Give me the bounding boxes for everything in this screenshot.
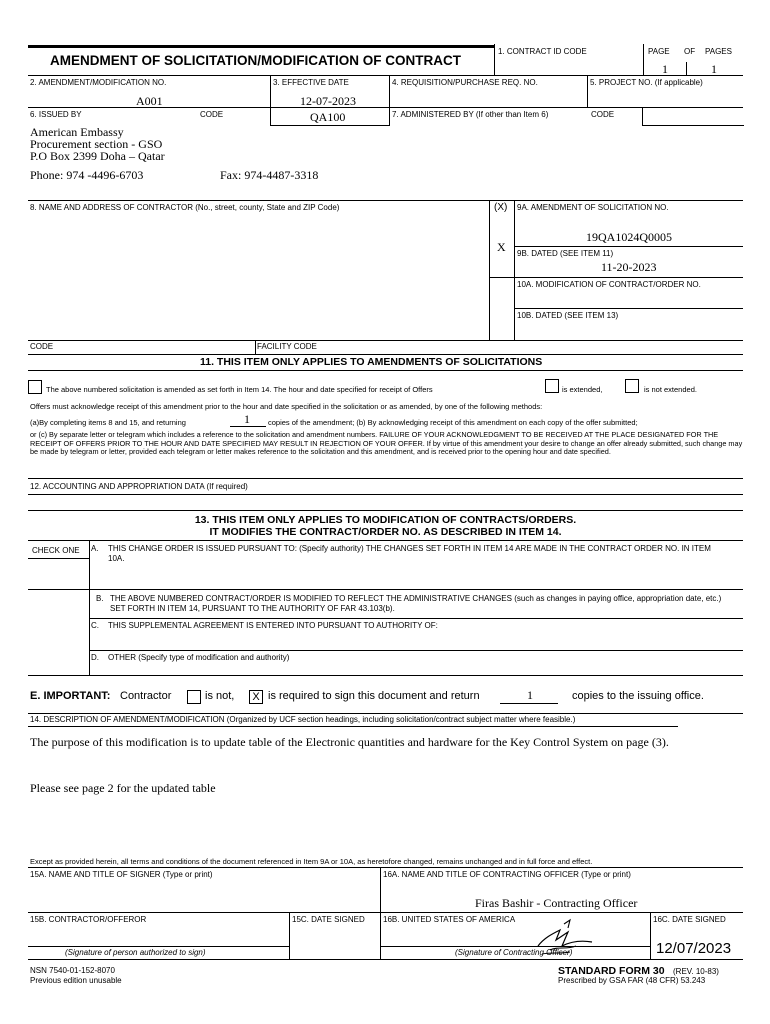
page-label: PAGE [648, 47, 670, 56]
issuer-line-2: Procurement section - GSO [30, 137, 163, 151]
top-rule [28, 45, 494, 48]
option-b-letter: B. [96, 594, 104, 603]
option-c-text[interactable]: THIS SUPPLEMENTAL AGREEMENT IS ENTERED INTO PURSUANT TO AUTHORITY OF: [108, 621, 438, 630]
item14-label: 14. DESCRIPTION OF AMENDMENT/MODIFICATION (Organized by UCF section headings, including solicitation/contract subject matter where feasible.) [30, 715, 576, 724]
option-d-text[interactable]: OTHER (Specify type of modification and authority) [108, 653, 290, 662]
pages-label: PAGES [705, 47, 732, 56]
item11-heading: 11. THIS ITEM ONLY APPLIES TO AMENDMENTS OF SOLICITATIONS [200, 356, 543, 368]
not-extended-checkbox[interactable] [625, 379, 639, 393]
item11-line3a: (a)By completing items 8 and 15, and returning [30, 418, 186, 427]
date-signed-15-label: 15C. DATE SIGNED [292, 915, 365, 924]
issued-code-label: CODE [200, 110, 224, 119]
administered-code-label: CODE [591, 110, 615, 119]
not-extended-label: is not extended. [644, 385, 697, 394]
dated-9b-label: 9B. DATED (SEE ITEM 11) [517, 249, 614, 258]
officer-label: 16A. NAME AND TITLE OF CONTRACTING OFFICER (Type or print) [383, 870, 631, 879]
item11-paragraph: or (c) By separate letter or telegram which includes a reference to the solicitation and amendment numbers. FAILURE OF YOUR ACKNOWLEDGMENT TO BE RECEIVED AT THE PLACE DESIGNATED FOR THE RECEIPT OF OFFERS PRIOR TO THE HOUR AND DATE SPECIFIED MAY RESULT IN REJECTION OF YOUR OFFER. If by virtue of this amendment your desire to change an offer already submitted, such change may be made by telegram or letter, provided each telegram or letter makes reference to the solicitation and this amendment, and is received prior to the opening hour and date specified. [30, 430, 743, 457]
amend-solicitation-value[interactable]: 19QA1024Q0005 [586, 230, 672, 244]
dated-9b-value[interactable]: 11-20-2023 [601, 260, 657, 274]
prescribed-label: Prescribed by GSA FAR (48 CFR) 53.243 [558, 976, 706, 985]
issuer-phone: Phone: 974 -4496-6703 [30, 168, 144, 182]
usa-label: 16B. UNITED STATES OF AMERICA [383, 915, 516, 924]
amend-solicitation-label: 9A. AMENDMENT OF SOLICITATION NO. [517, 203, 669, 212]
item11-copies-value[interactable]: 1 [244, 412, 250, 426]
important-copies-tail: copies to the issuing office. [572, 690, 704, 702]
item11-line1: The above numbered solicitation is amended as set forth in Item 14. The hour and date specified for receipt of Offers [46, 385, 433, 394]
option-a-letter: A. [91, 544, 99, 553]
previous-edition-label: Previous edition unusable [30, 976, 122, 985]
item13-heading-2: IT MODIFIES THE CONTRACT/ORDER NO. AS DESCRIBED IN ITEM 14. [209, 526, 562, 538]
option-d-letter: D. [91, 653, 99, 662]
effective-date-label: 3. EFFECTIVE DATE [273, 78, 349, 87]
sig-officer-label: (Signature of Contracting Officer) [455, 948, 573, 957]
form-revision-label: (REV. 10-83) [673, 967, 719, 976]
important-label: E. IMPORTANT: [30, 690, 111, 702]
amendment-no-value[interactable]: A001 [136, 94, 163, 108]
standard-form-label: STANDARD FORM 30 [558, 965, 665, 977]
except-text: Except as provided herein, all terms and conditions of the document referenced in Item 9A or 10A, as heretofore changed, remains unchanged and in full force and effect. [30, 857, 593, 866]
item14-body-1: The purpose of this modification is to update table of the Electronic quantities and hardware for the Key Control System on page (3). [30, 735, 669, 749]
nsn-label: NSN 7540-01-152-8070 [30, 966, 115, 975]
project-no-label: 5. PROJECT NO. (If applicable) [590, 78, 703, 87]
contractor-code-label: CODE [30, 342, 54, 351]
page-value[interactable]: 1 [662, 62, 668, 76]
effective-date-value[interactable]: 12-07-2023 [300, 94, 356, 108]
important-is-not: is not, [205, 690, 235, 702]
modification-10a-label: 10A. MODIFICATION OF CONTRACT/ORDER NO. [517, 280, 701, 289]
issuer-line-1: American Embassy [30, 125, 124, 139]
is-extended-checkbox[interactable] [545, 379, 559, 393]
sig-person-label: (Signature of person authorized to sign) [65, 948, 206, 957]
signer-label: 15A. NAME AND TITLE OF SIGNER (Type or print) [30, 870, 213, 879]
contractor-label: 8. NAME AND ADDRESS OF CONTRACTOR (No., street, county, State and ZIP Code) [30, 203, 340, 212]
contractor-is-not-checkbox[interactable] [187, 690, 201, 704]
x-column-header: (X) [494, 202, 508, 213]
is-extended-label: is extended, [562, 385, 603, 394]
important-copies-value[interactable]: 1 [527, 688, 533, 702]
issued-code-value[interactable]: QA100 [310, 110, 346, 124]
officer-value[interactable]: Firas Bashir - Contracting Officer [475, 896, 638, 910]
of-label: OF [684, 47, 696, 56]
check-one-label: CHECK ONE [32, 546, 80, 555]
item13-heading-1: 13. THIS ITEM ONLY APPLIES TO MODIFICATION OF CONTRACTS/ORDERS. [194, 514, 577, 526]
administered-by-label: 7. ADMINISTERED BY (If other than Item 6) [392, 110, 549, 119]
item11-line3b: copies of the amendment; (b) By acknowledging receipt of this amendment on each copy of the offer submitted; [268, 418, 638, 427]
contract-id-code-label: 1. CONTRACT ID CODE [498, 47, 587, 56]
issuer-line-3: P.O Box 2399 Doha – Qatar [30, 149, 165, 163]
requisition-label: 4. REQUISITION/PURCHASE REQ. NO. [392, 78, 538, 87]
form-title: AMENDMENT OF SOLICITATION/MODIFICATION OF CONTRACT [50, 53, 461, 68]
facility-code-label: FACILITY CODE [257, 342, 317, 351]
option-a-text[interactable]: THIS CHANGE ORDER IS ISSUED PURSUANT TO: (Specify authority) THE CHANGES SET FORTH IN ITEM 14 ARE MADE IN THE CONTRACT ORDER NO. IN ITEM 10A. [108, 544, 711, 563]
amendment-no-label: 2. AMENDMENT/MODIFICATION NO. [30, 78, 167, 87]
option-b-text[interactable]: THE ABOVE NUMBERED CONTRACT/ORDER IS MODIFIED TO REFLECT THE ADMINISTRATIVE CHANGES (such as changes in paying office, appropriation date, etc.) SET FORTH IN ITEM 14, PURSUANT TO THE AUTHORITY OF FAR 43.103(b). [110, 594, 722, 613]
issued-by-label: 6. ISSUED BY [30, 110, 82, 119]
issuer-fax: Fax: 974-4487-3318 [220, 168, 319, 182]
solicitation-amended-checkbox[interactable] [28, 380, 42, 394]
dated-10b-label: 10B. DATED (SEE ITEM 13) [517, 311, 619, 320]
contractor-is-required-checkbox[interactable]: X [249, 690, 263, 704]
date-signed-16-label: 16C. DATE SIGNED [653, 915, 726, 924]
important-is-required: is required to sign this document and return [268, 690, 480, 702]
item14-body-2: Please see page 2 for the updated table [30, 781, 216, 795]
accounting-data-label: 12. ACCOUNTING AND APPROPRIATION DATA (If required) [30, 482, 248, 491]
pages-value[interactable]: 1 [711, 62, 717, 76]
amend-solicitation-x-mark[interactable]: X [497, 240, 506, 254]
date-signed-16-value[interactable]: 12/07/2023 [656, 940, 732, 957]
offeror-label: 15B. CONTRACTOR/OFFEROR [30, 915, 147, 924]
option-c-letter: C. [91, 621, 99, 630]
important-contractor: Contractor [120, 690, 172, 702]
item11-line2: Offers must acknowledge receipt of this amendment prior to the hour and date specified in the solicitation or as amended, by one of the following methods: [30, 402, 543, 411]
